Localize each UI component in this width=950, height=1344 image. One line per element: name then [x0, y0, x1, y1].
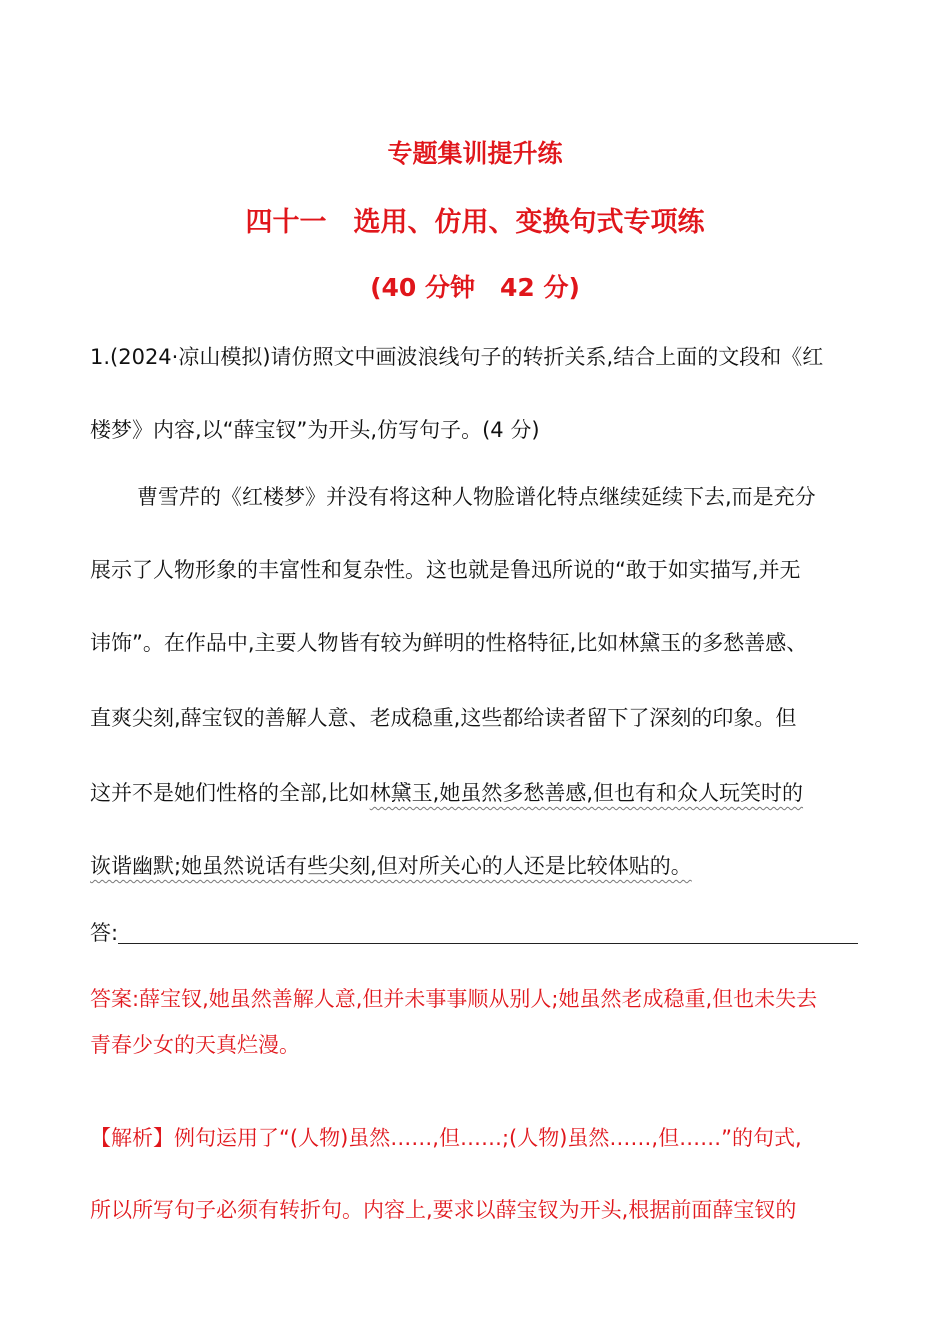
section-title: 四十一 选用、仿用、变换句式专项练 — [245, 207, 705, 238]
answer-line-2: 青春少女的天真烂漫。 — [90, 1033, 300, 1057]
wavy-underlined-sentence-cont: 诙谐幽默;她虽然说话有些尖刻,但对所关心的人还是比较体贴的。 — [90, 854, 692, 878]
passage-line-2: 展示了人物形象的丰富性和复杂性。这也就是鲁迅所说的“敢于如实描写,并无 — [90, 558, 801, 582]
passage-line-4: 直爽尖刻,薛宝钗的善解人意、老成稳重,这些都给读者留下了深刻的印象。但 — [90, 706, 797, 730]
passage-line-5-plain: 这并不是她们性格的全部,比如 — [90, 781, 370, 805]
passage-line-6 — [90, 851, 860, 881]
wavy-underlined-sentence: 林黛玉,她虽然多愁善感,但也有和众人玩笑时的 — [369, 781, 804, 805]
answer-line-1: 答案:薛宝钗,她虽然善解人意,但并未事事顺从别人;她虽然老成稳重,但也未失去 — [90, 987, 818, 1011]
analysis-line-2: 所以所写句子必须有转折句。内容上,要求以薛宝钗为开头,根据前面薛宝钗的 — [90, 1198, 797, 1222]
passage-line-1: 曹雪芹的《红楼梦》并没有将这种人物脸谱化特点继续延续下去,而是充分 — [137, 485, 816, 509]
question-stem-line-1: 1.(2024·凉山模拟)请仿照文中画波浪线句子的转折关系,结合上面的文段和《红 — [90, 345, 824, 369]
passage-line-5 — [90, 778, 860, 808]
answer-blank-line — [118, 943, 858, 944]
time-score-info: (40 分钟 42 分) — [370, 273, 580, 302]
analysis-line-1: 【解析】例句运用了“(人物)虽然……,但……;(人物)虽然……,但……”的句式, — [90, 1126, 802, 1150]
passage-line-3: 讳饰”。在作品中,主要人物皆有较为鲜明的性格特征,比如林黛玉的多愁善感、 — [90, 631, 808, 655]
answer-prompt: 答: — [90, 921, 119, 945]
question-stem-line-2: 楼梦》内容,以“薛宝钗”为开头,仿写句子。(4 分) — [90, 418, 540, 442]
page-title: 专题集训提升练 — [387, 139, 563, 168]
